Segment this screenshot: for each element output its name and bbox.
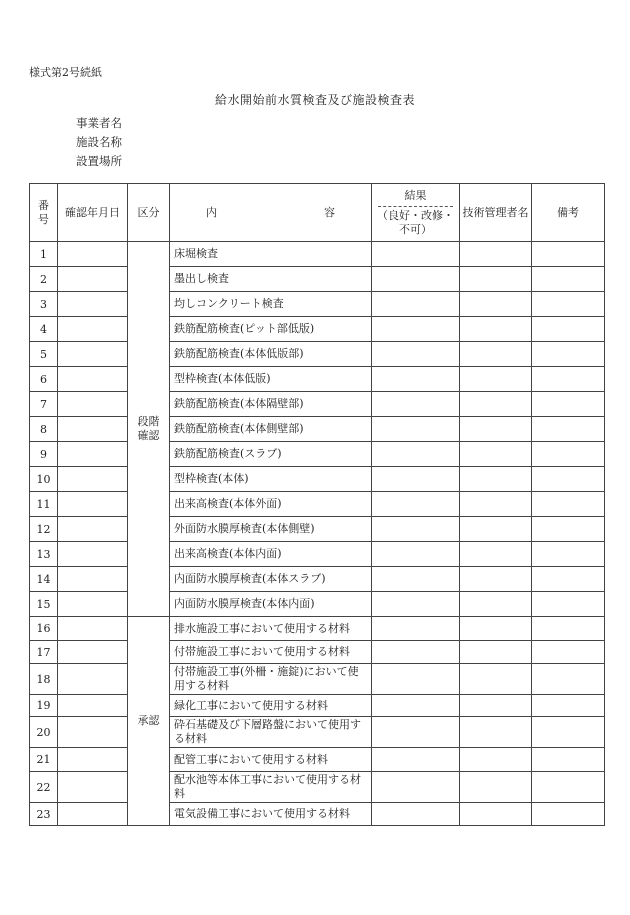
manager-cell[interactable] bbox=[460, 467, 532, 492]
remarks-cell[interactable] bbox=[532, 267, 605, 292]
row-number: 8 bbox=[30, 417, 58, 442]
table-row bbox=[30, 442, 605, 467]
inspection-content: 出来高検査(本体外面) bbox=[170, 492, 372, 517]
business-name-label: 事業者名 bbox=[76, 116, 122, 130]
manager-cell[interactable] bbox=[460, 267, 532, 292]
remarks-cell[interactable] bbox=[532, 617, 605, 641]
inspection-content: 緑化工事において使用する材料 bbox=[170, 695, 372, 717]
inspection-content: 付帯施設工事において使用する材料 bbox=[170, 641, 372, 664]
inspection-content: 鉄筋配筋検査(スラブ) bbox=[170, 442, 372, 467]
manager-cell[interactable] bbox=[460, 717, 532, 748]
result-cell[interactable] bbox=[372, 367, 460, 392]
remarks-cell[interactable] bbox=[532, 592, 605, 617]
remarks-cell[interactable] bbox=[532, 292, 605, 317]
manager-cell[interactable] bbox=[460, 617, 532, 641]
result-cell[interactable] bbox=[372, 467, 460, 492]
table-row bbox=[30, 567, 605, 592]
remarks-cell[interactable] bbox=[532, 417, 605, 442]
remarks-cell[interactable] bbox=[532, 567, 605, 592]
row-number: 3 bbox=[30, 292, 58, 317]
inspection-content: 型枠検査(本体低版) bbox=[170, 367, 372, 392]
row-number: 16 bbox=[30, 617, 58, 641]
remarks-cell[interactable] bbox=[532, 317, 605, 342]
table-row bbox=[30, 517, 605, 542]
remarks-cell[interactable] bbox=[532, 342, 605, 367]
row-number: 4 bbox=[30, 317, 58, 342]
table-row bbox=[30, 803, 605, 826]
inspection-content: 鉄筋配筋検査(本体隔壁部) bbox=[170, 392, 372, 417]
table-row bbox=[30, 467, 605, 492]
result-cell[interactable] bbox=[372, 342, 460, 367]
manager-cell[interactable] bbox=[460, 492, 532, 517]
inspection-content: 付帯施設工事(外柵・施錠)において使用する材料 bbox=[170, 664, 372, 695]
category-cell: 承認 bbox=[128, 617, 170, 826]
manager-cell[interactable] bbox=[460, 748, 532, 772]
row-number: 12 bbox=[30, 517, 58, 542]
inspection-content: 排水施設工事において使用する材料 bbox=[170, 617, 372, 641]
remarks-cell[interactable] bbox=[532, 367, 605, 392]
result-cell[interactable] bbox=[372, 641, 460, 664]
manager-cell[interactable] bbox=[460, 242, 532, 267]
table-row bbox=[30, 267, 605, 292]
manager-cell[interactable] bbox=[460, 417, 532, 442]
remarks-cell[interactable] bbox=[532, 803, 605, 826]
table-row bbox=[30, 542, 605, 567]
header-manager: 技術管理者名 bbox=[460, 184, 532, 242]
manager-cell[interactable] bbox=[460, 641, 532, 664]
manager-cell[interactable] bbox=[460, 317, 532, 342]
table-row bbox=[30, 664, 605, 695]
inspection-content: 配水池等本体工事において使用する材料 bbox=[170, 772, 372, 803]
manager-cell[interactable] bbox=[460, 442, 532, 467]
inspection-content: 均しコンクリート検査 bbox=[170, 292, 372, 317]
date-cell[interactable] bbox=[58, 367, 128, 392]
date-cell[interactable] bbox=[58, 803, 128, 826]
date-cell[interactable] bbox=[58, 517, 128, 542]
result-cell[interactable] bbox=[372, 772, 460, 803]
remarks-cell[interactable] bbox=[532, 492, 605, 517]
table-row bbox=[30, 242, 605, 267]
form-number: 様式第2号続紙 bbox=[29, 66, 102, 79]
date-cell[interactable] bbox=[58, 542, 128, 567]
result-cell[interactable] bbox=[372, 517, 460, 542]
result-cell[interactable] bbox=[372, 717, 460, 748]
date-cell[interactable] bbox=[58, 617, 128, 641]
remarks-cell[interactable] bbox=[532, 641, 605, 664]
date-cell[interactable] bbox=[58, 492, 128, 517]
date-cell[interactable] bbox=[58, 417, 128, 442]
manager-cell[interactable] bbox=[460, 772, 532, 803]
manager-cell[interactable] bbox=[460, 592, 532, 617]
row-number: 23 bbox=[30, 803, 58, 826]
date-cell[interactable] bbox=[58, 392, 128, 417]
result-cell[interactable] bbox=[372, 317, 460, 342]
table-row bbox=[30, 367, 605, 392]
result-cell[interactable] bbox=[372, 567, 460, 592]
location-label: 設置場所 bbox=[76, 154, 122, 168]
result-cell[interactable] bbox=[372, 592, 460, 617]
table-row bbox=[30, 492, 605, 517]
remarks-cell[interactable] bbox=[532, 664, 605, 695]
row-number: 1 bbox=[30, 242, 58, 267]
table-row bbox=[30, 617, 605, 641]
row-number: 15 bbox=[30, 592, 58, 617]
table-row bbox=[30, 641, 605, 664]
remarks-cell[interactable] bbox=[532, 242, 605, 267]
result-cell[interactable] bbox=[372, 617, 460, 641]
date-cell[interactable] bbox=[58, 267, 128, 292]
manager-cell[interactable] bbox=[460, 695, 532, 717]
header-content: 内 容 bbox=[170, 184, 372, 242]
inspection-content: 電気設備工事において使用する材料 bbox=[170, 803, 372, 826]
date-cell[interactable] bbox=[58, 242, 128, 267]
inspection-content: 鉄筋配筋検査(本体低版部) bbox=[170, 342, 372, 367]
row-number: 13 bbox=[30, 542, 58, 567]
result-cell[interactable] bbox=[372, 242, 460, 267]
date-cell[interactable] bbox=[58, 567, 128, 592]
table-row bbox=[30, 748, 605, 772]
row-number: 11 bbox=[30, 492, 58, 517]
table-header-row bbox=[30, 184, 605, 242]
date-cell[interactable] bbox=[58, 772, 128, 803]
table-row bbox=[30, 317, 605, 342]
row-number: 14 bbox=[30, 567, 58, 592]
inspection-content: 外面防水膜厚検査(本体側壁) bbox=[170, 517, 372, 542]
inspection-content: 墨出し検査 bbox=[170, 267, 372, 292]
remarks-cell[interactable] bbox=[532, 748, 605, 772]
row-number: 10 bbox=[30, 467, 58, 492]
row-number: 9 bbox=[30, 442, 58, 467]
remarks-cell[interactable] bbox=[532, 772, 605, 803]
result-cell[interactable] bbox=[372, 292, 460, 317]
table-row bbox=[30, 772, 605, 803]
result-cell[interactable] bbox=[372, 748, 460, 772]
result-cell[interactable] bbox=[372, 664, 460, 695]
result-cell[interactable] bbox=[372, 267, 460, 292]
table-row bbox=[30, 417, 605, 442]
facility-name-label: 施設名称 bbox=[76, 135, 122, 149]
document-title: 給水開始前水質検査及び施設検査表 bbox=[214, 93, 415, 107]
date-cell[interactable] bbox=[58, 641, 128, 664]
row-number: 22 bbox=[30, 772, 58, 803]
date-cell[interactable] bbox=[58, 592, 128, 617]
manager-cell[interactable] bbox=[460, 517, 532, 542]
row-number: 20 bbox=[30, 717, 58, 748]
table-row bbox=[30, 342, 605, 367]
result-cell[interactable] bbox=[372, 492, 460, 517]
date-cell[interactable] bbox=[58, 442, 128, 467]
inspection-content: 内面防水膜厚検査(本体スラブ) bbox=[170, 567, 372, 592]
category-cell: 段階確認 bbox=[128, 242, 170, 617]
manager-cell[interactable] bbox=[460, 342, 532, 367]
manager-cell[interactable] bbox=[460, 567, 532, 592]
remarks-cell[interactable] bbox=[532, 517, 605, 542]
remarks-cell[interactable] bbox=[532, 542, 605, 567]
inspection-content: 内面防水膜厚検査(本体内面) bbox=[170, 592, 372, 617]
inspection-content: 床堀検査 bbox=[170, 242, 372, 267]
remarks-cell[interactable] bbox=[532, 717, 605, 748]
table-row bbox=[30, 695, 605, 717]
row-number: 21 bbox=[30, 748, 58, 772]
table-row bbox=[30, 592, 605, 617]
header-category: 区分 bbox=[128, 184, 170, 242]
result-cell[interactable] bbox=[372, 392, 460, 417]
row-number: 18 bbox=[30, 664, 58, 695]
result-cell[interactable] bbox=[372, 542, 460, 567]
remarks-cell[interactable] bbox=[532, 695, 605, 717]
date-cell[interactable] bbox=[58, 467, 128, 492]
result-cell[interactable] bbox=[372, 417, 460, 442]
inspection-content: 型枠検査(本体) bbox=[170, 467, 372, 492]
row-number: 17 bbox=[30, 641, 58, 664]
date-cell[interactable] bbox=[58, 748, 128, 772]
date-cell[interactable] bbox=[58, 695, 128, 717]
inspection-content: 出来高検査(本体内面) bbox=[170, 542, 372, 567]
table-row bbox=[30, 392, 605, 417]
row-number: 2 bbox=[30, 267, 58, 292]
inspection-content: 鉄筋配筋検査(ピット部低版) bbox=[170, 317, 372, 342]
manager-cell[interactable] bbox=[460, 664, 532, 695]
inspection-table bbox=[29, 183, 605, 826]
date-cell[interactable] bbox=[58, 717, 128, 748]
header-date: 確認年月日 bbox=[58, 184, 128, 242]
inspection-content: 配管工事において使用する材料 bbox=[170, 748, 372, 772]
remarks-cell[interactable] bbox=[532, 392, 605, 417]
manager-cell[interactable] bbox=[460, 292, 532, 317]
header-result: 結果 （良好・改修・不可） bbox=[372, 184, 460, 242]
result-cell[interactable] bbox=[372, 803, 460, 826]
table-row bbox=[30, 717, 605, 748]
result-cell[interactable] bbox=[372, 695, 460, 717]
row-number: 19 bbox=[30, 695, 58, 717]
date-cell[interactable] bbox=[58, 317, 128, 342]
header-remarks: 備考 bbox=[532, 184, 605, 242]
info-fields bbox=[76, 114, 122, 171]
manager-cell[interactable] bbox=[460, 367, 532, 392]
date-cell[interactable] bbox=[58, 664, 128, 695]
manager-cell[interactable] bbox=[460, 392, 532, 417]
date-cell[interactable] bbox=[58, 292, 128, 317]
date-cell[interactable] bbox=[58, 342, 128, 367]
inspection-content: 砕石基礎及び下層路盤において使用する材料 bbox=[170, 717, 372, 748]
result-cell[interactable] bbox=[372, 442, 460, 467]
row-number: 7 bbox=[30, 392, 58, 417]
manager-cell[interactable] bbox=[460, 542, 532, 567]
row-number: 6 bbox=[30, 367, 58, 392]
remarks-cell[interactable] bbox=[532, 442, 605, 467]
manager-cell[interactable] bbox=[460, 803, 532, 826]
row-number: 5 bbox=[30, 342, 58, 367]
table-row bbox=[30, 292, 605, 317]
header-number: 番号 bbox=[30, 184, 58, 242]
inspection-content: 鉄筋配筋検査(本体側壁部) bbox=[170, 417, 372, 442]
remarks-cell[interactable] bbox=[532, 467, 605, 492]
